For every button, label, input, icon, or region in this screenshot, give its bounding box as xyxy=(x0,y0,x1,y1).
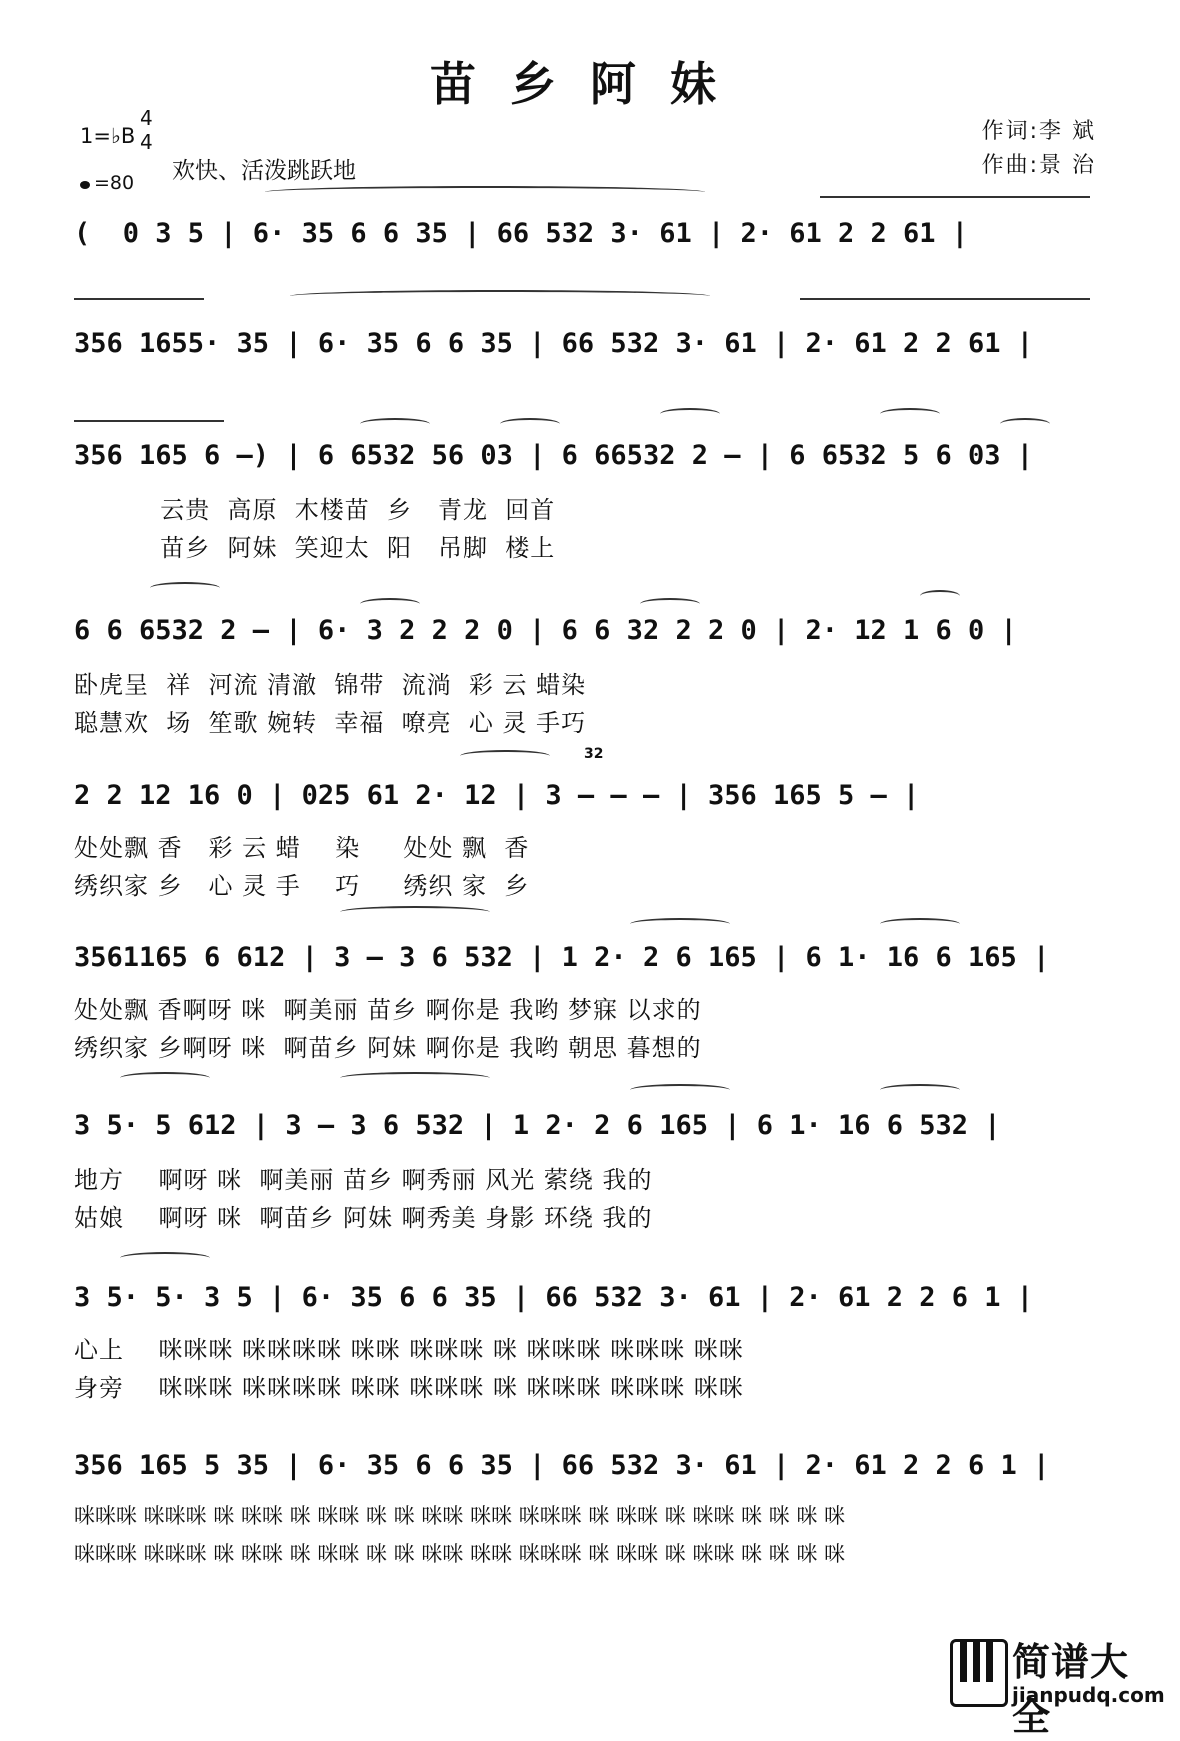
time-signature xyxy=(140,106,153,154)
lyrics-verse-2: 姑娘 啊呀 咪 啊苗乡 阿妹 啊秀美 身影 环绕 我的 xyxy=(74,1204,653,1232)
lyrics-verse-1: 云贵 高原 木楼苗 乡 青龙 回首 xyxy=(74,496,556,524)
slur xyxy=(265,186,705,198)
slur xyxy=(460,750,550,762)
tie-line xyxy=(800,298,1090,300)
lyrics-verse-2: 绣织家 乡 心 灵 手 巧 绣织 家 乡 xyxy=(74,872,530,900)
slur xyxy=(920,590,960,602)
page-title: 苗乡阿妹 xyxy=(430,57,750,111)
slur xyxy=(340,1072,490,1084)
staff-line-9: 356 165 5 35 | 6· 35 6 6 35 | 66 532 3· 61 | 2· 61 2 2 6 1 | xyxy=(74,1449,1050,1481)
lyrics-verse-2: 绣织家 乡啊呀 咪 啊苗乡 阿妹 啊你是 我哟 朝思 暮想的 xyxy=(74,1034,702,1062)
slur xyxy=(120,1252,210,1264)
tempo-value: =80 xyxy=(94,172,135,194)
time-signature-bottom: 4 xyxy=(140,130,153,154)
staff-line-7: 3 5· 5 612 | 3 – 3 6 532 | 1 2· 2 6 165 | 6 1· 16 6 532 | xyxy=(74,1109,1001,1141)
staff-line-4: 6 6 6532 2 – | 6· 3 2 2 2 0 | 6 6 32 2 2 0 | 2· 12 1 6 0 | xyxy=(74,614,1017,646)
slur xyxy=(360,598,420,610)
slur xyxy=(880,408,940,420)
brand-name: 简谱大全 xyxy=(1012,1640,1130,1739)
slur xyxy=(290,290,710,302)
slur xyxy=(660,408,720,420)
staff-line-1: ( 0 3 5 | 6· 35 6 6 35 | 66 532 3· 61 | 2· 61 2 2 61 | xyxy=(74,217,969,249)
lyrics-verse-1: 地方 啊呀 咪 啊美丽 苗乡 啊秀丽 风光 萦绕 我的 xyxy=(74,1166,653,1194)
slur xyxy=(500,418,560,430)
slur xyxy=(630,918,730,930)
slur xyxy=(630,1084,730,1096)
lyrics-verse-1: 心上 咪咪咪 咪咪咪咪 咪咪 咪咪咪 咪 咪咪咪 咪咪咪 咪咪 xyxy=(74,1336,744,1364)
lyrics-verse-1: 卧虎呈 祥 河流 清澈 锦带 流淌 彩 云 蜡染 xyxy=(74,671,587,699)
slur xyxy=(640,598,700,610)
expression-marking: 欢快、活泼跳跃地 xyxy=(172,158,356,184)
staff-line-2: 356 1655· 35 | 6· 35 6 6 35 | 66 532 3· 61 | 2· 61 2 2 61 | xyxy=(74,327,1034,359)
tie-line xyxy=(820,196,1090,198)
staff-line-3: 356 165 6 –) | 6 6532 56 03 | 6 66532 2 – | 6 6532 5 6 03 | xyxy=(74,439,1034,471)
slur xyxy=(150,582,220,594)
slur xyxy=(880,1084,960,1096)
slur xyxy=(1000,418,1050,430)
lyrics-verse-1: 处处飘 香 彩 云 蜡 染 处处 飘 香 xyxy=(74,834,530,862)
staff-line-6: 3561165 6 612 | 3 – 3 6 532 | 1 2· 2 6 165 | 6 1· 16 6 165 | xyxy=(74,941,1050,973)
quarter-note-icon xyxy=(80,181,90,189)
grace-notes: 32 xyxy=(584,746,604,762)
lyrics-verse-1: 处处飘 香啊呀 咪 啊美丽 苗乡 啊你是 我哟 梦寐 以求的 xyxy=(74,996,702,1024)
composer-credit: 作曲:景 治 xyxy=(981,153,1096,178)
lyricist-credit: 作词:李 斌 xyxy=(981,119,1096,144)
tie-line xyxy=(74,298,204,300)
time-signature-top: 4 xyxy=(140,106,153,130)
lyrics-verse-2: 聪慧欢 场 笙歌 婉转 幸福 嘹亮 心 灵 手巧 xyxy=(74,709,587,737)
slur xyxy=(360,418,430,430)
tempo-marking xyxy=(80,172,134,194)
lyrics-verse-2: 咪咪咪 咪咪咪 咪 咪咪 咪 咪咪 咪 咪 咪咪 咪咪 咪咪咪 咪 咪咪 咪 咪咪 咪 咪 咪 咪 xyxy=(74,1542,846,1566)
slur xyxy=(880,918,960,930)
staff-line-5: 2 2 12 16 0 | 025 61 2· 12 | 3 – – – | 356 165 5 – | xyxy=(74,779,920,811)
lyrics-verse-1: 咪咪咪 咪咪咪 咪 咪咪 咪 咪咪 咪 咪 咪咪 咪咪 咪咪咪 咪 咪咪 咪 咪咪 咪 咪 咪 咪 xyxy=(74,1504,846,1528)
piano-icon xyxy=(950,1639,1008,1707)
lyrics-verse-2: 身旁 咪咪咪 咪咪咪咪 咪咪 咪咪咪 咪 咪咪咪 咪咪咪 咪咪 xyxy=(74,1374,744,1402)
staff-line-8: 3 5· 5· 3 5 | 6· 35 6 6 35 | 66 532 3· 61 | 2· 61 2 2 6 1 | xyxy=(74,1281,1034,1313)
site-logo[interactable] xyxy=(950,1631,1165,1739)
slur xyxy=(120,1072,210,1084)
site-url[interactable]: jianpudq.com xyxy=(1012,1683,1165,1707)
slur xyxy=(340,906,490,918)
tie-line xyxy=(74,420,224,422)
lyrics-verse-2: 苗乡 阿妹 笑迎太 阳 吊脚 楼上 xyxy=(74,534,556,562)
key-signature: 1=♭B xyxy=(80,124,136,148)
